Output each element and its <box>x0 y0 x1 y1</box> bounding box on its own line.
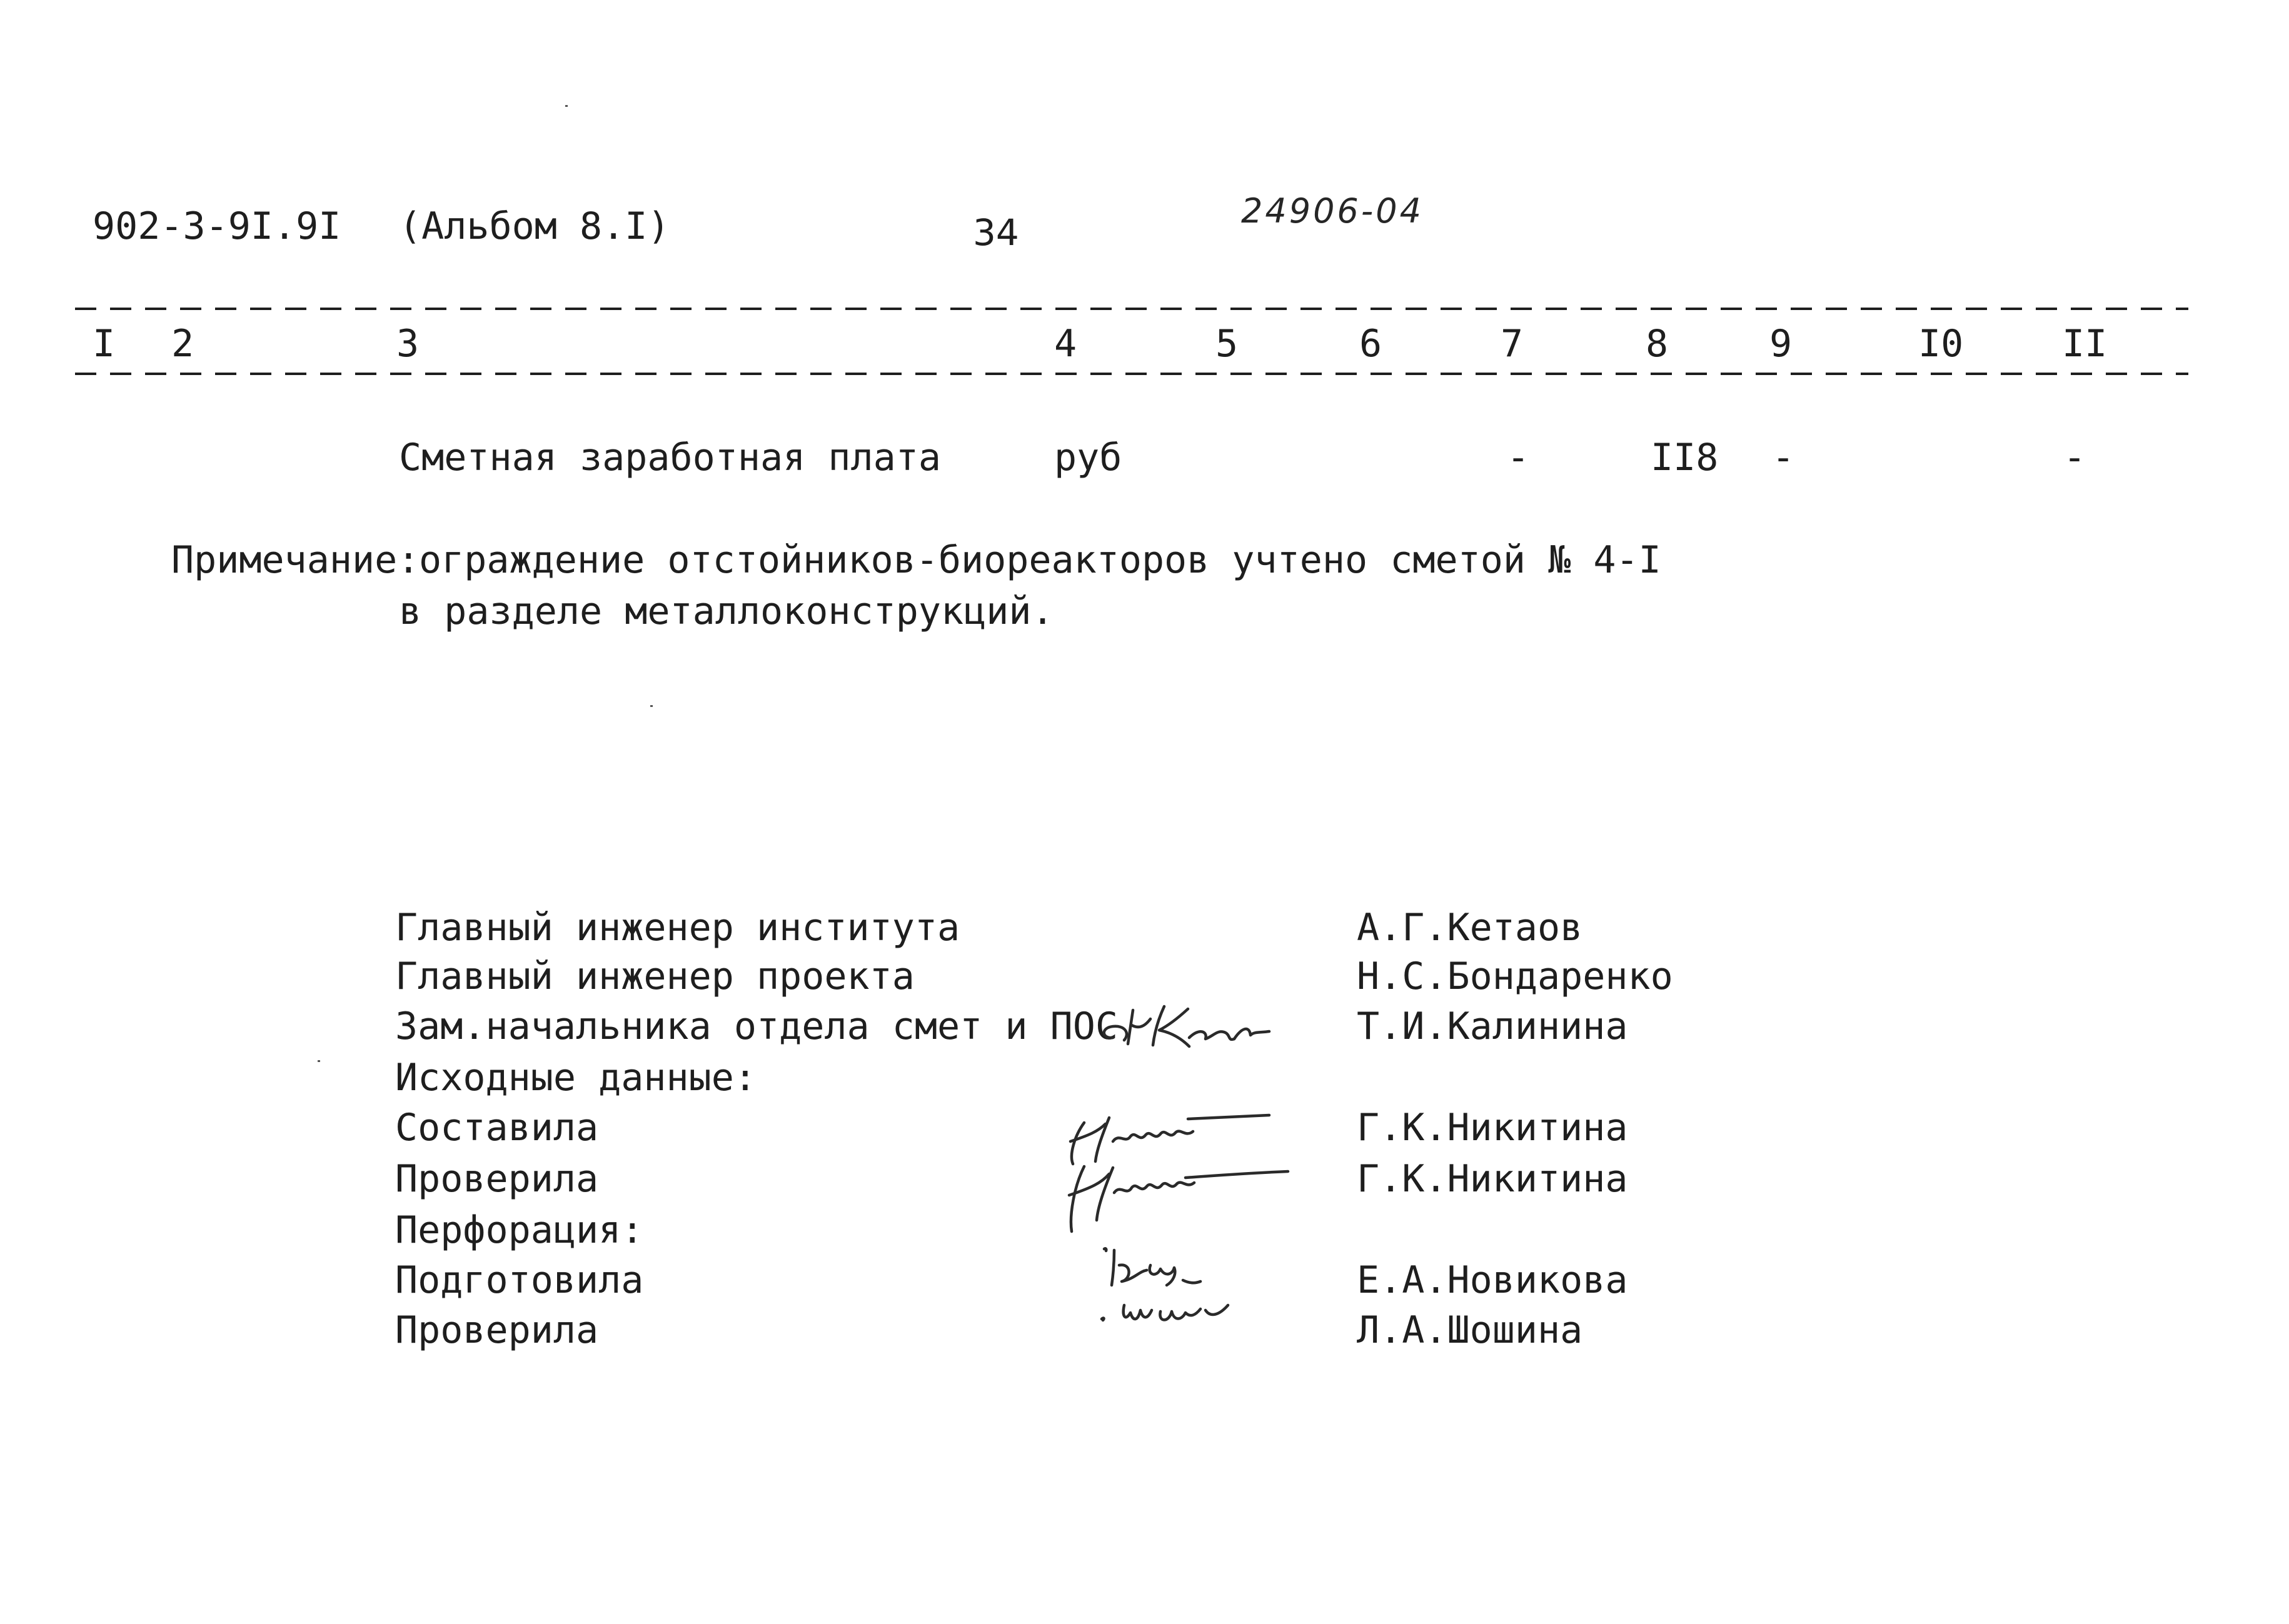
signatory-name: Г.К.Никитина <box>1357 1106 1628 1150</box>
signature-kalinina <box>1094 1000 1282 1056</box>
row-unit: руб <box>1054 436 1122 479</box>
scan-speck <box>650 705 653 707</box>
row-col8-value: II8 <box>1651 436 1719 479</box>
signature-novikova-shoshina <box>1100 1244 1275 1331</box>
section-heading: Исходные данные: <box>395 1056 757 1100</box>
column-number: 7 <box>1501 322 1524 366</box>
row-col9-value: - <box>1772 436 1795 479</box>
column-number: 5 <box>1215 322 1239 366</box>
signatory-name: Г.К.Никитина <box>1357 1157 1628 1201</box>
scan-speck <box>318 1060 320 1062</box>
column-number: 4 <box>1054 322 1077 366</box>
column-number: 8 <box>1646 322 1669 366</box>
scan-speck <box>565 105 568 107</box>
row-col7-value: - <box>1507 436 1530 479</box>
column-number: 6 <box>1359 322 1382 366</box>
row-name: Сметная заработная плата <box>399 436 941 479</box>
signature-role: Составила <box>395 1106 599 1150</box>
album-label: (Альбом 8.I) <box>399 204 670 248</box>
page-number: 34 <box>973 211 1019 254</box>
signature-role: Проверила <box>395 1308 599 1352</box>
column-header-top-rule <box>75 308 2188 310</box>
note-line-1: ограждение отстойников-биореакторов учтено сметой № 4-I <box>419 538 1661 582</box>
note-line-2: в разделе металлоконструкций. <box>399 589 1054 633</box>
document-code: 902-3-9I.9I <box>93 204 341 248</box>
signature-nikitina-2 <box>1057 1154 1294 1241</box>
column-number: II <box>2062 322 2108 366</box>
signature-role: Подготовила <box>395 1258 644 1302</box>
section-heading: Перфорация: <box>395 1208 644 1252</box>
signatory-name: Н.С.Бондаренко <box>1357 955 1673 998</box>
signature-role: Главный инженер института <box>395 906 960 950</box>
column-number: 9 <box>1769 322 1793 366</box>
column-header-bottom-rule <box>75 373 2188 375</box>
row-col11-value: - <box>2063 436 2086 479</box>
inventory-number: 24906-04 <box>1241 191 1424 231</box>
signature-role: Проверила <box>395 1157 599 1201</box>
signatory-name: Е.А.Новикова <box>1357 1258 1628 1302</box>
signatory-name: А.Г.Кетаов <box>1357 906 1583 950</box>
column-number: I <box>93 322 116 366</box>
signature-role: Главный инженер проекта <box>395 955 915 998</box>
column-number: 3 <box>396 322 420 366</box>
column-number: I0 <box>1918 322 1964 366</box>
note-label: Примечание: <box>171 538 420 582</box>
signatory-name: Л.А.Шошина <box>1357 1308 1583 1352</box>
signatory-name: Т.И.Калинина <box>1357 1005 1628 1048</box>
column-number: 2 <box>171 322 194 366</box>
signature-role: Зам.начальника отдела смет и ПОС <box>395 1005 1118 1048</box>
